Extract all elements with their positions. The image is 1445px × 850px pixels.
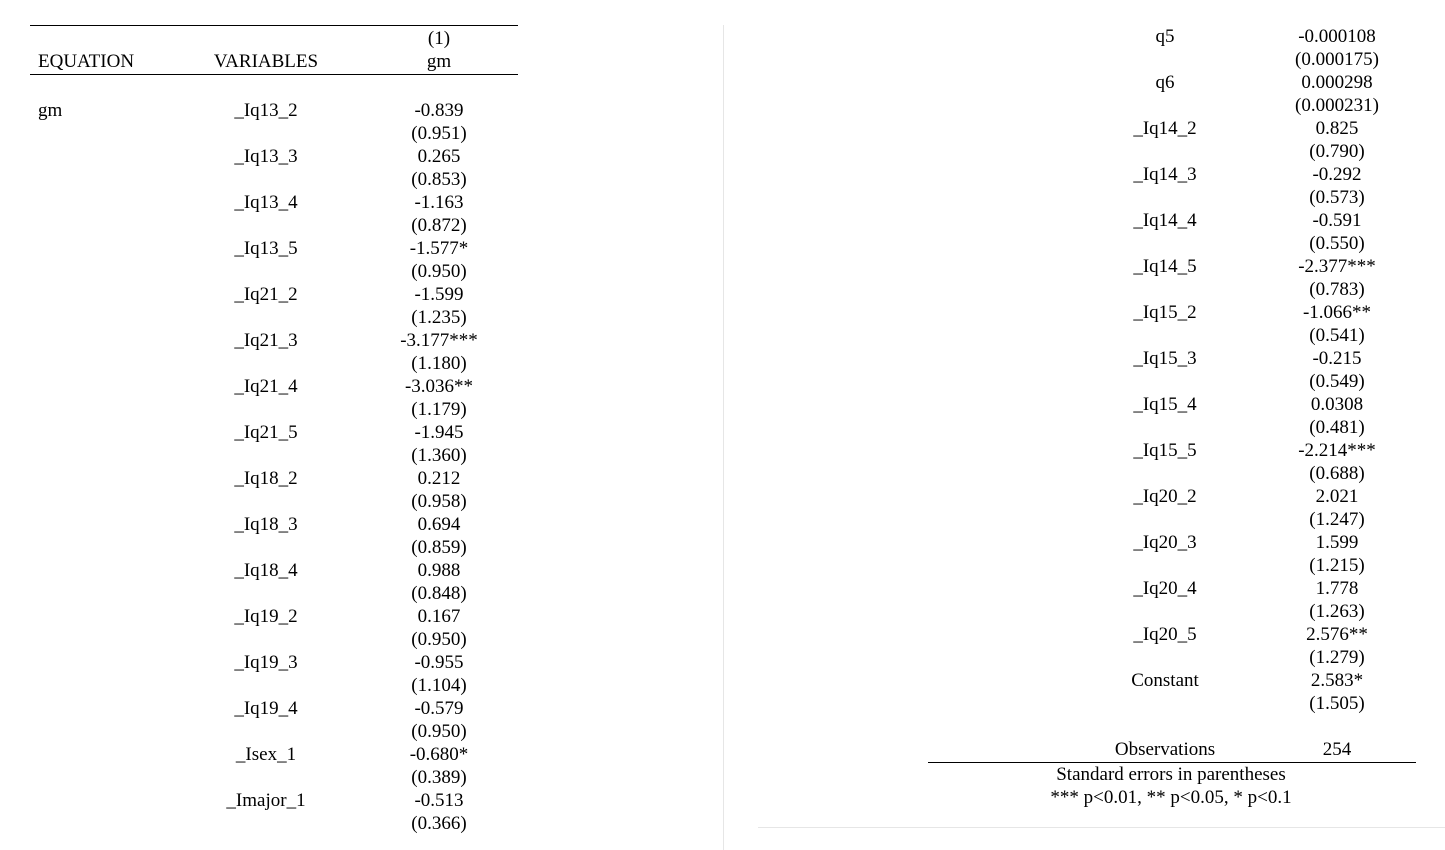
- variable-name: _Iq13_2: [234, 100, 298, 121]
- variable-name: Constant: [1131, 670, 1199, 691]
- standard-error: (0.541): [1309, 325, 1365, 346]
- footnote-significance: *** p<0.01, ** p<0.05, * p<0.1: [1050, 787, 1292, 808]
- coefficient: -0.680*: [409, 744, 469, 765]
- variable-name: _Iq21_2: [234, 284, 298, 305]
- standard-error: (1.279): [1309, 647, 1365, 668]
- standard-error: (1.179): [411, 399, 467, 420]
- coefficient: -2.214***: [1298, 440, 1376, 461]
- coefficient: -0.292: [1312, 164, 1362, 185]
- variable-name: _Iq13_3: [234, 146, 298, 167]
- coefficient: -0.955: [414, 652, 464, 673]
- coefficient: -0.591: [1312, 210, 1362, 231]
- standard-error: (0.848): [411, 583, 467, 604]
- variable-name: _Iq15_4: [1133, 394, 1197, 415]
- standard-error: (1.247): [1309, 509, 1365, 530]
- coefficient: 2.576**: [1306, 624, 1368, 645]
- standard-error: (0.950): [411, 629, 467, 650]
- standard-error: (1.505): [1309, 693, 1365, 714]
- standard-error: (0.790): [1309, 141, 1365, 162]
- variable-name: _Iq15_3: [1133, 348, 1197, 369]
- variable-name: _Iq13_4: [234, 192, 298, 213]
- coefficient: -1.945: [414, 422, 464, 443]
- standard-error: (0.853): [411, 169, 467, 190]
- standard-error: (1.215): [1309, 555, 1365, 576]
- standard-error: (0.389): [411, 767, 467, 788]
- coefficient: -0.513: [414, 790, 464, 811]
- standard-error: (0.481): [1309, 417, 1365, 438]
- coefficient: 0.000298: [1301, 72, 1373, 93]
- variable-name: _Iq20_5: [1133, 624, 1197, 645]
- coefficient: -3.036**: [404, 376, 474, 397]
- variable-name: _Iq18_3: [234, 514, 298, 535]
- variable-name: _Iq21_4: [234, 376, 298, 397]
- standard-error: (0.000175): [1295, 49, 1379, 70]
- variable-name: _Iq21_3: [234, 330, 298, 351]
- coefficient: 0.212: [417, 468, 461, 489]
- coefficient: 1.778: [1315, 578, 1359, 599]
- coefficient: -1.577*: [409, 238, 469, 259]
- coefficient: 2.021: [1315, 486, 1359, 507]
- coefficient: 0.265: [417, 146, 461, 167]
- coefficient: 1.599: [1315, 532, 1359, 553]
- variable-name: _Iq21_5: [234, 422, 298, 443]
- variable-name: _Isex_1: [235, 744, 297, 765]
- standard-error: (1.180): [411, 353, 467, 374]
- variable-name: _Imajor_1: [226, 790, 306, 811]
- page-divider: [723, 25, 724, 850]
- equation-name: gm: [38, 100, 63, 121]
- standard-error: (0.951): [411, 123, 467, 144]
- variable-name: _Iq14_3: [1133, 164, 1197, 185]
- model-number-header: (1): [427, 28, 451, 49]
- standard-error: (1.360): [411, 445, 467, 466]
- coefficient: 0.988: [417, 560, 461, 581]
- variable-name: _Iq19_2: [234, 606, 298, 627]
- coefficient: 2.583*: [1310, 670, 1364, 691]
- coefficient: -0.000108: [1298, 26, 1376, 47]
- variable-name: _Iq18_4: [234, 560, 298, 581]
- coefficient: -1.066**: [1302, 302, 1372, 323]
- coefficient: -1.163: [414, 192, 464, 213]
- coefficient: -2.377***: [1298, 256, 1376, 277]
- coefficient: -0.839: [414, 100, 464, 121]
- variable-name: _Iq14_2: [1133, 118, 1197, 139]
- variable-name: _Iq19_3: [234, 652, 298, 673]
- variable-name: _Iq18_2: [234, 468, 298, 489]
- variable-name: _Iq15_5: [1133, 440, 1197, 461]
- standard-error: (1.235): [411, 307, 467, 328]
- variable-name: _Iq14_4: [1133, 210, 1197, 231]
- standard-error: (0.783): [1309, 279, 1365, 300]
- observations-value: 254: [1322, 739, 1352, 760]
- standard-error: (0.950): [411, 261, 467, 282]
- equation-column-header: EQUATION: [38, 51, 135, 72]
- coefficient: 0.167: [417, 606, 461, 627]
- standard-error: (0.000231): [1295, 95, 1379, 116]
- standard-error: (0.366): [411, 813, 467, 834]
- standard-error: (0.859): [411, 537, 467, 558]
- standard-error: (1.104): [411, 675, 467, 696]
- standard-error: (0.550): [1309, 233, 1365, 254]
- standard-error: (0.549): [1309, 371, 1365, 392]
- variable-name: _Iq19_4: [234, 698, 298, 719]
- coefficient: -1.599: [414, 284, 464, 305]
- standard-error: (0.958): [411, 491, 467, 512]
- standard-error: (0.688): [1309, 463, 1365, 484]
- variable-name: q6: [1155, 72, 1175, 93]
- coefficient: 0.0308: [1310, 394, 1364, 415]
- observations-label: Observations: [1114, 739, 1216, 760]
- standard-error: (0.872): [411, 215, 467, 236]
- coefficient: 0.694: [417, 514, 461, 535]
- coefficient: -3.177***: [400, 330, 478, 351]
- table-top-rule: [30, 25, 518, 26]
- variable-name: _Iq14_5: [1133, 256, 1197, 277]
- dependent-variable-header: gm: [426, 51, 452, 72]
- standard-error: (0.950): [411, 721, 467, 742]
- variables-column-header: VARIABLES: [213, 51, 319, 72]
- variable-name: _Iq20_4: [1133, 578, 1197, 599]
- coefficient: 0.825: [1315, 118, 1359, 139]
- page-bottom-edge: [758, 827, 1445, 828]
- standard-error: (1.263): [1309, 601, 1365, 622]
- variable-name: _Iq20_3: [1133, 532, 1197, 553]
- variable-name: _Iq13_5: [234, 238, 298, 259]
- header-rule: [30, 74, 518, 75]
- variable-name: _Iq15_2: [1133, 302, 1197, 323]
- standard-error: (0.573): [1309, 187, 1365, 208]
- variable-name: q5: [1155, 26, 1175, 47]
- variable-name: _Iq20_2: [1133, 486, 1197, 507]
- coefficient: -0.579: [414, 698, 464, 719]
- footnote-standard-errors: Standard errors in parentheses: [1056, 764, 1286, 785]
- coefficient: -0.215: [1312, 348, 1362, 369]
